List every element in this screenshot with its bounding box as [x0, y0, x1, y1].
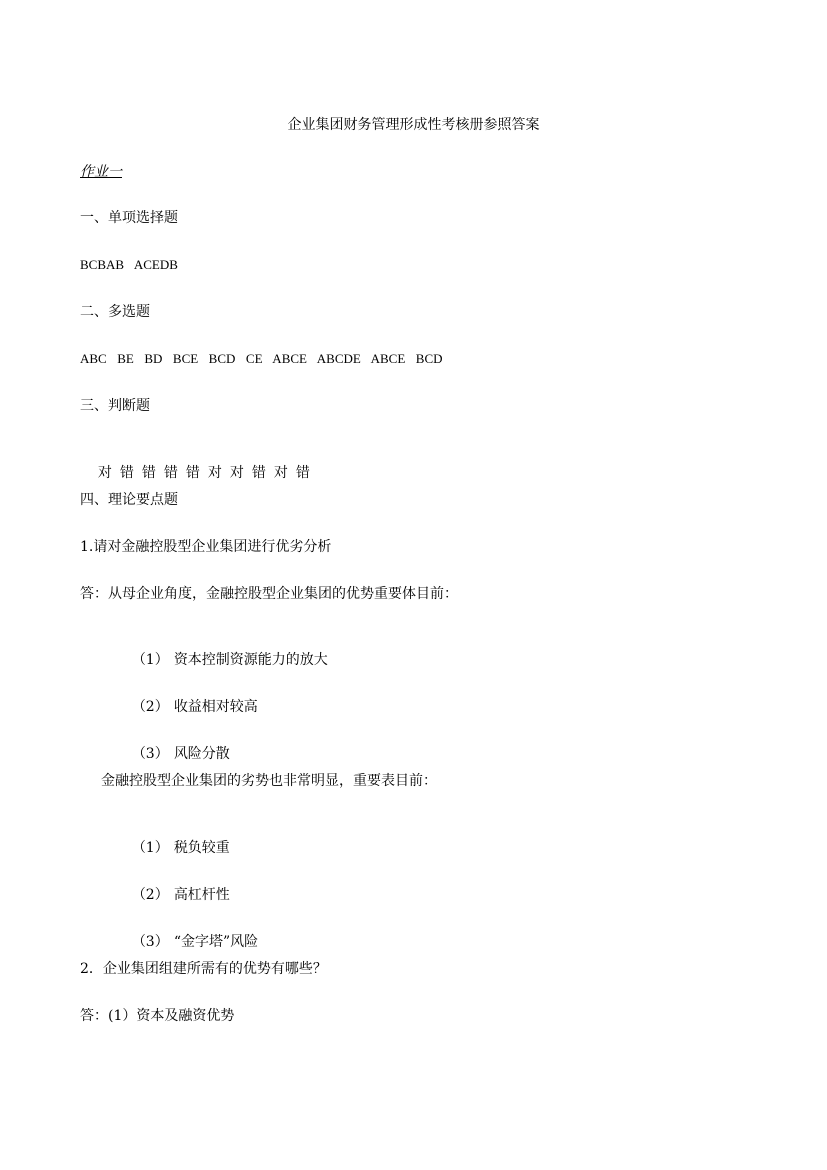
section-heading-multi-choice: 二、多选题: [80, 304, 150, 320]
item-text: “金字塔”风险: [173, 934, 259, 950]
item-text: 高杠杆性: [173, 887, 230, 903]
section-heading-true-false: 三、判断题: [80, 398, 150, 414]
answer-2-first: 答：(1）资本及融资优势: [80, 1008, 235, 1024]
tf-answer: 错: [251, 465, 266, 481]
tf-answer: 错: [295, 465, 310, 481]
multi-choice-answers: ABC BE BD BCE BCD CE ABCE ABCDE ABCE BCD: [80, 351, 443, 366]
advantage-item: [114, 724, 230, 762]
tf-answer: 错: [141, 465, 156, 481]
disadvantage-intro: 金融控股型企业集团的劣势也非常明显，重要表目前：: [101, 773, 437, 789]
item-number: （1）: [131, 840, 169, 856]
tf-answer: 对: [97, 465, 112, 481]
tf-answer: 错: [163, 465, 178, 481]
item-text: 收益相对较高: [173, 699, 258, 715]
true-false-answers: [80, 443, 318, 481]
document-title: 企业集团财务管理形成性考核册参照答案: [287, 117, 540, 133]
tf-answer: 对: [207, 465, 222, 481]
item-text: 税负较重: [173, 840, 230, 856]
advantage-item: [114, 677, 258, 715]
section-heading-theory: 四、理论要点题: [80, 492, 178, 508]
section-heading-single-choice: 一、单项选择题: [80, 210, 178, 226]
item-number: （2）: [131, 887, 169, 903]
tf-answer: 对: [229, 465, 244, 481]
tf-answer: 错: [119, 465, 134, 481]
item-number: （2）: [131, 699, 169, 715]
item-text: 资本控制资源能力的放大: [173, 652, 328, 668]
item-number: （3）: [131, 746, 169, 762]
answer-1-intro: 答：从母企业角度，金融控股型企业集团的优势重要体目前：: [80, 586, 458, 602]
disadvantage-item: [114, 818, 230, 856]
homework-label: 作业一: [80, 164, 122, 180]
item-text: 风险分散: [173, 746, 230, 762]
tf-answer: 错: [185, 465, 200, 481]
item-number: （1）: [131, 652, 169, 668]
disadvantage-item: [114, 912, 259, 950]
question-2: 2．企业集团组建所需有的优势有哪些？: [80, 961, 327, 977]
disadvantage-item: [114, 865, 230, 903]
item-number: （3）: [131, 934, 169, 950]
question-1: 1.请对金融控股型企业集团进行优劣分析: [80, 539, 332, 555]
single-choice-answers: BCBAB ACEDB: [80, 257, 178, 272]
tf-answer: 对: [273, 465, 288, 481]
advantage-item: [114, 630, 328, 668]
